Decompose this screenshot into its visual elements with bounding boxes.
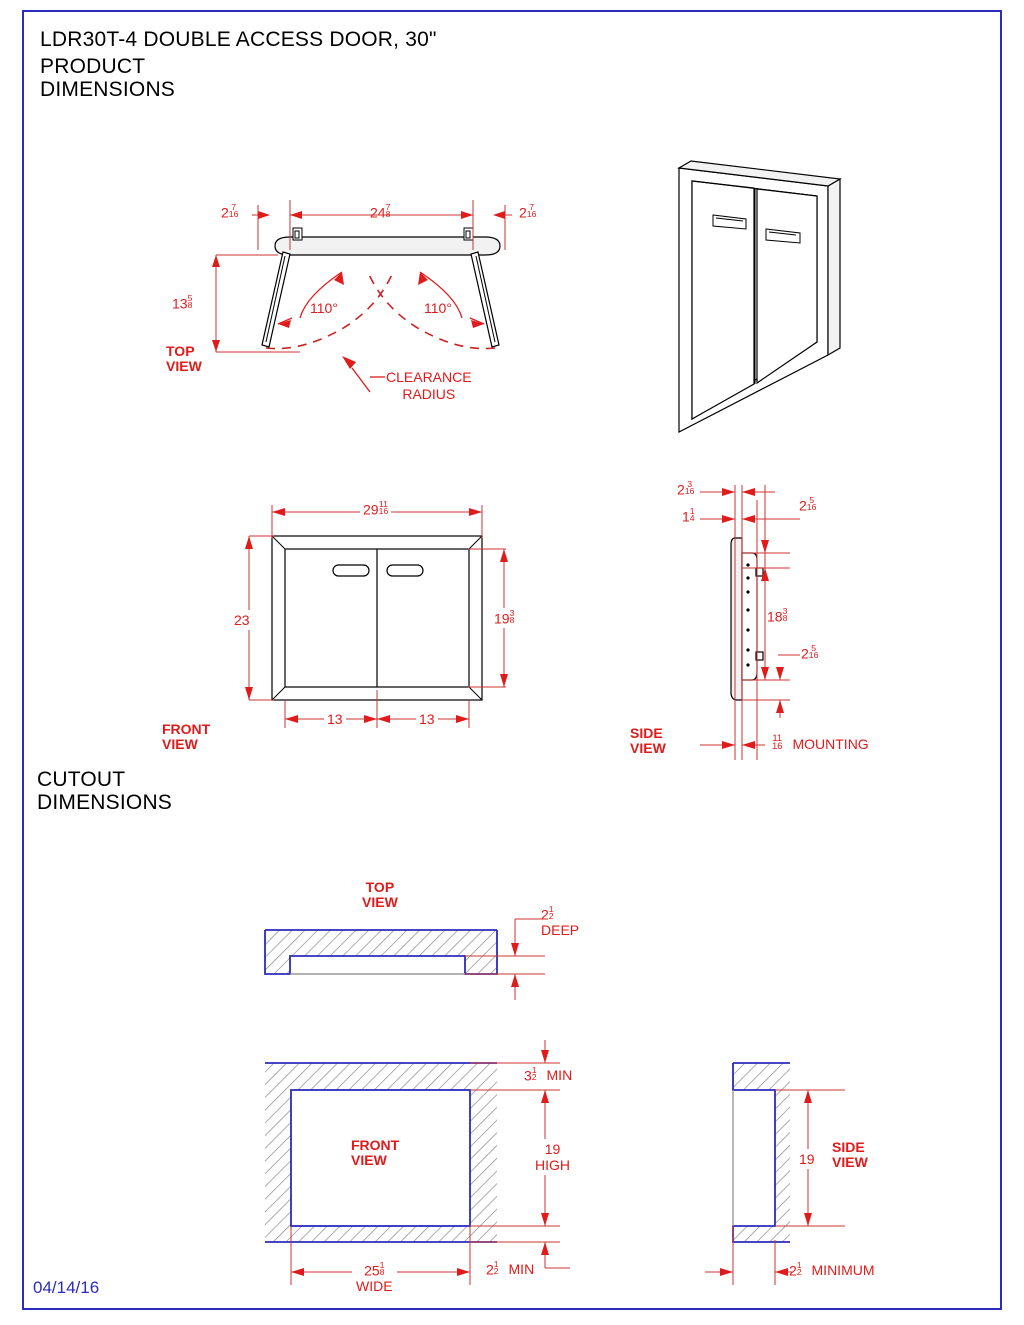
dim-cutout-side-high: 19: [796, 1149, 818, 1169]
cutout-side-view-label-line1: SIDE: [832, 1139, 865, 1155]
top-view-label-line1: TOP: [166, 343, 195, 359]
dim-angle-right: 110°: [424, 300, 452, 316]
dim-angle-left: 110°: [310, 300, 338, 316]
dim-side-b: 1 1 4: [682, 505, 695, 525]
dim-front-door-right: 13: [416, 711, 438, 727]
dim-side-e: 2 5 16: [801, 642, 819, 662]
dim-side-a: 2 3 16: [677, 478, 695, 498]
dim-cutout-deep: 2 1 2 DEEP: [541, 903, 580, 939]
front-view-label-line1: FRONT: [162, 721, 211, 737]
dim-side-c: 2 5 16: [799, 494, 817, 514]
dim-cutout-wide: 25 1 8 WIDE: [352, 1262, 397, 1294]
cutout-side-view-label-line2: VIEW: [832, 1154, 868, 1170]
cutout-side-view-label: [832, 1140, 868, 1170]
clearance-radius-line2: RADIUS: [402, 386, 456, 402]
section-heading-product-line2: DIMENSIONS: [40, 78, 176, 101]
cutout-top-view-label-line2: VIEW: [362, 894, 398, 910]
dim-front-door-height: 19 3 8: [494, 607, 515, 627]
section-heading-cutout-line2: DIMENSIONS: [37, 791, 173, 814]
dim-cutout-high-value: 19: [544, 1141, 561, 1157]
section-heading-product-line1: PRODUCT: [40, 55, 146, 78]
cutout-top-view-label-line1: TOP: [365, 879, 395, 895]
dim-cutout-bottom-min: 2 1 2 MIN: [486, 1258, 535, 1278]
dim-side-d: 18 3 8: [767, 605, 788, 625]
cutout-front-view-label-line2: VIEW: [351, 1152, 387, 1168]
dim-top-left-offset: 2 7 16: [221, 201, 239, 221]
page-title: LDR30T-4 DOUBLE ACCESS DOOR, 30": [40, 28, 437, 51]
dim-top-width: 24 7 8: [370, 201, 391, 221]
cutout-front-view-label-line1: FRONT: [351, 1137, 400, 1153]
front-view-label-line2: VIEW: [162, 736, 198, 752]
side-view-label-line1: SIDE: [630, 725, 663, 741]
dim-cutout-wide-label: WIDE: [356, 1278, 393, 1295]
dim-top-depth: 13 5 8: [172, 292, 193, 312]
dim-front-door-left: 13: [324, 711, 346, 727]
clearance-radius-line1: CLEARANCE: [386, 369, 472, 385]
dim-cutout-top-min: 3 1 2 MIN: [524, 1064, 573, 1084]
dim-side-mounting: 11 16 MOUNTING: [772, 732, 869, 753]
side-view-label-line2: VIEW: [630, 740, 666, 756]
dim-cutout-side-min: 2 1 2 MINIMUM: [789, 1259, 875, 1279]
dim-front-width: 29 11 16: [360, 501, 391, 517]
dim-top-right-offset: 2 7 16: [519, 201, 537, 221]
dim-front-height: 23: [234, 612, 250, 628]
dim-cutout-high-label: HIGH: [535, 1157, 570, 1173]
section-heading-cutout-line1: CUTOUT: [37, 768, 126, 791]
revision-date: 04/14/16: [33, 1278, 100, 1297]
top-view-label-line2: VIEW: [166, 358, 202, 374]
dim-cutout-deep-label: DEEP: [541, 922, 580, 939]
